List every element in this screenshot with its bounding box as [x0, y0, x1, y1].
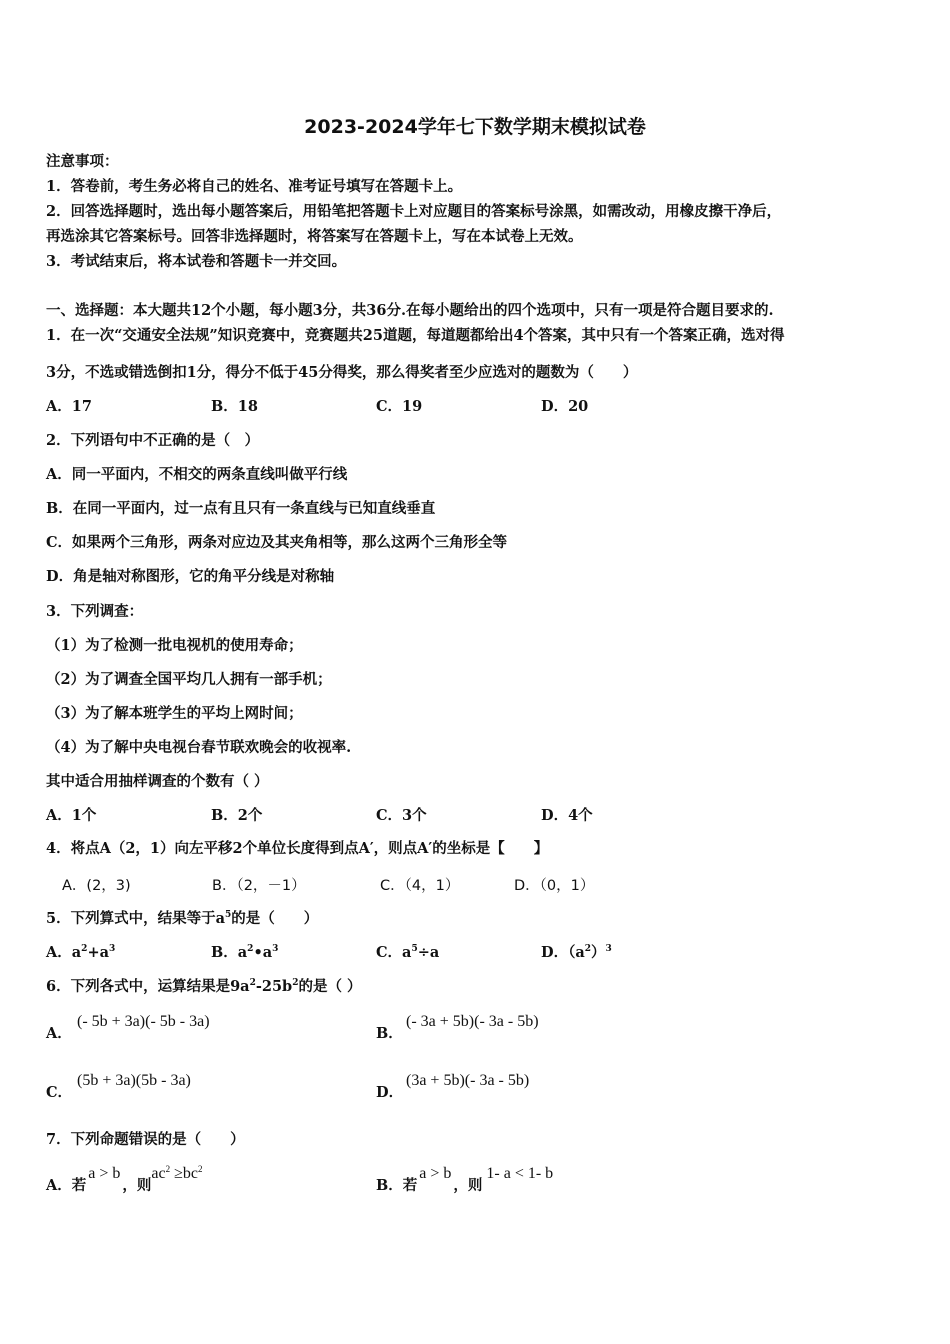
q1-option-a: A．17 — [46, 398, 92, 415]
q6-option-a-label: A． — [46, 1025, 72, 1042]
question-7-stem: 7．下列命题错误的是（ ） — [46, 1131, 245, 1148]
notice-heading: 注意事项： — [46, 153, 119, 170]
q6-option-b-expr: (- 3a + 5b)(- 3a - 5b) — [406, 1013, 539, 1030]
q6-option-b-label: B． — [376, 1025, 403, 1042]
q6-option-d-label: D． — [376, 1084, 404, 1101]
q3-option-c: C．3个 — [376, 807, 427, 824]
question-1-line2: 3分，不选或错选倒扣1分，得分不低于45分得奖，那么得奖者至少应选对的题数为（ ） — [46, 364, 638, 381]
notice-item: 3．考试结束后，将本试卷和答题卡一并交回。 — [46, 253, 347, 270]
section-heading: 一、选择题：本大题共12个小题，每小题3分，共36分.在每小题给出的四个选项中，只有一项是符合题目要求的. — [46, 302, 774, 319]
q6-option-c-expr: (5b + 3a)(5b - 3a) — [77, 1072, 191, 1089]
q3-option-b: B．2个 — [211, 807, 263, 824]
q2-option-d: D．角是轴对称图形，它的角平分线是对称轴 — [46, 568, 335, 585]
question-3-stem: 3．下列调查： — [46, 603, 144, 620]
q4-option-a: A．(2，3) — [62, 878, 131, 894]
q2-option-c: C．如果两个三角形，两条对应边及其夹角相等，那么这两个三角形全等 — [46, 534, 508, 551]
q3-question: 其中适合用抽样调查的个数有（ ） — [46, 773, 269, 790]
question-4-stem: 4．将点A（2，1）向左平移2个单位长度得到点A′，则点A′的坐标是【 】 — [46, 840, 549, 857]
question-2-stem: 2．下列语句中不正确的是（ ） — [46, 432, 260, 449]
q1-option-b: B．18 — [211, 398, 258, 415]
q3-item: （2）为了调查全国平均几人拥有一部手机； — [46, 671, 332, 688]
q4-option-d: D．（0，1） — [514, 878, 595, 894]
q1-option-d: D．20 — [541, 398, 589, 415]
question-1-line1: 1．在一次“交通安全法规”知识竞赛中，竞赛题共25道题，每道题都给出4个答案，其中只有一个答案正确，选对得 — [46, 327, 785, 344]
q3-item: （1）为了检测一批电视机的使用寿命； — [46, 637, 303, 654]
notice-item: 再选涂其它答案标号。回答非选择题时，将答案写在答题卡上，写在本试卷上无效。 — [46, 228, 583, 245]
notice-item: 2．回答选择题时，选出每小题答案后，用铅笔把答题卡上对应题目的答案标号涂黑，如需改动，用橡皮擦干净后， — [46, 203, 782, 220]
q4-option-c: C．（4，1） — [380, 878, 460, 894]
page-title: 2023-2024学年七下数学期末模拟试卷 — [304, 116, 646, 138]
q3-option-a: A．1个 — [46, 807, 97, 824]
q6-option-c-label: C． — [46, 1084, 73, 1101]
q5-option-c: C．$a^5\div a$ — [376, 944, 440, 961]
q3-option-d: D．4个 — [541, 807, 593, 824]
q6-option-d-expr: (3a + 5b)(- 3a - 5b) — [406, 1072, 530, 1089]
q2-option-b: B．在同一平面内，过一点有且只有一条直线与已知直线垂直 — [46, 500, 436, 517]
notice-item: 1．答卷前，考生务必将自己的姓名、准考证号填写在答题卡上。 — [46, 178, 463, 195]
q3-item: （4）为了解中央电视台春节联欢晚会的收视率. — [46, 739, 352, 756]
q3-item: （3）为了解本班学生的平均上网时间； — [46, 705, 303, 722]
q7-option-a: A．若a > b，则$ac^2 \ge bc^2$ — [46, 1164, 203, 1194]
q2-option-a: A．同一平面内，不相交的两条直线叫做平行线 — [46, 466, 348, 483]
q7-option-b: B．若a > b，则1- a < 1- b — [376, 1165, 554, 1194]
q5-option-d: D．$(a^2)^3$ — [541, 944, 612, 961]
q5-option-a: A．$a^2+a^3$ — [46, 944, 116, 961]
q5-option-b: B．$a^2•a^3$ — [211, 944, 279, 961]
q4-option-b: B．（2，－1） — [212, 878, 306, 894]
q1-option-c: C．19 — [376, 398, 423, 415]
q6-option-a-expr: (- 5b + 3a)(- 5b - 3a) — [77, 1013, 210, 1030]
question-5-stem: 5．下列算式中，结果等于$a^5$的是（ ） — [46, 910, 319, 927]
question-6-stem: 6．下列各式中，运算结果是$9a^2-25b^2$的是（ ） — [46, 978, 362, 995]
